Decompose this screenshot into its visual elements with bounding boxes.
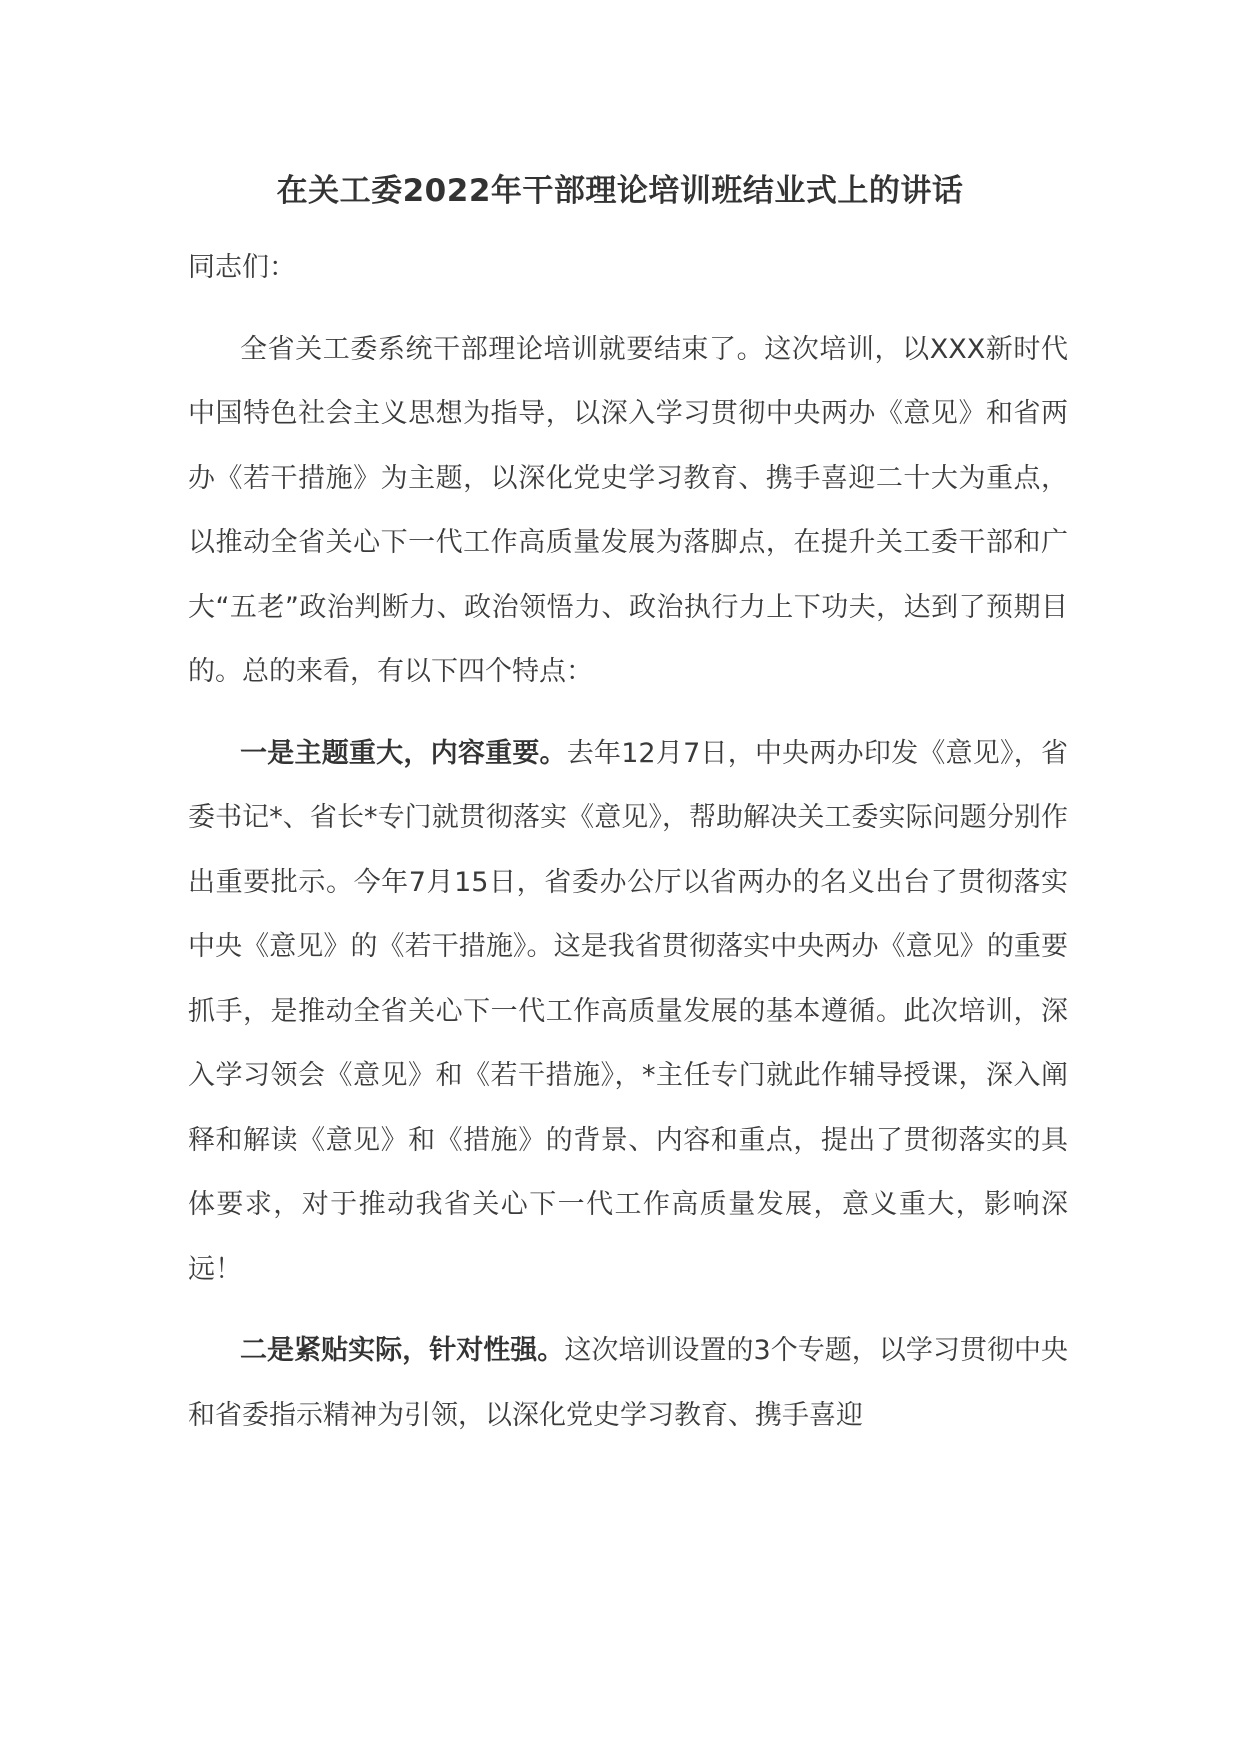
paragraph-lead: 二是紧贴实际，针对性强。 <box>240 1335 565 1366</box>
paragraph-point-two <box>188 1319 1068 1448</box>
paragraph-text: 这次培训设置的3个专题，以学习贯彻中央和省委指示精神为引领，以深化党史学习教育、携手喜迎 <box>188 1335 1068 1431</box>
paragraph-point-one <box>188 722 1068 1303</box>
paragraph-lead: 一是主题重大，内容重要。 <box>240 737 567 769</box>
paragraph-text: 全省关工委系统干部理论培训就要结束了。这次培训，以XXX新时代中国特色社会主义思想为指导，以深入学习贯彻中央两办《意见》和省两办《若干措施》为主题，以深化党史学习教育、携手喜迎二十大为重点，以推动全省关心下一代工作高质量发展为落脚点，在提升关工委干部和广大“五老”政治判断力、政治领悟力、政治执行力上下功夫，达到了预期目的。总的来看，有以下四个特点： <box>188 333 1068 687</box>
paragraph-text: 去年12月7日，中央两办印发《意见》，省委书记*、省长*专门就贯彻落实《意见》，帮助解决关工委实际问题分别作出重要批示。今年7月15日，省委办公厅以省两办的名义出台了贯彻落实中央《意见》的《若干措施》。这是我省贯彻落实中央两办《意见》的重要抓手，是推动全省关心下一代工作高质量发展的基本遵循。此次培训，深入学习领会《意见》和《若干措施》，*主任专门就此作辅导授课，深入阐释和解读《意见》和《措施》的背景、内容和重点，提出了贯彻落实的具体要求，对于推动我省关心下一代工作高质量发展，意义重大，影响深远！ <box>188 737 1068 1285</box>
document-title: 在关工委2022年干部理论培训班结业式上的讲话 <box>276 173 964 209</box>
document-body <box>188 236 1068 1448</box>
paragraph-intro <box>188 318 1068 705</box>
salutation: 同志们： <box>188 252 296 283</box>
